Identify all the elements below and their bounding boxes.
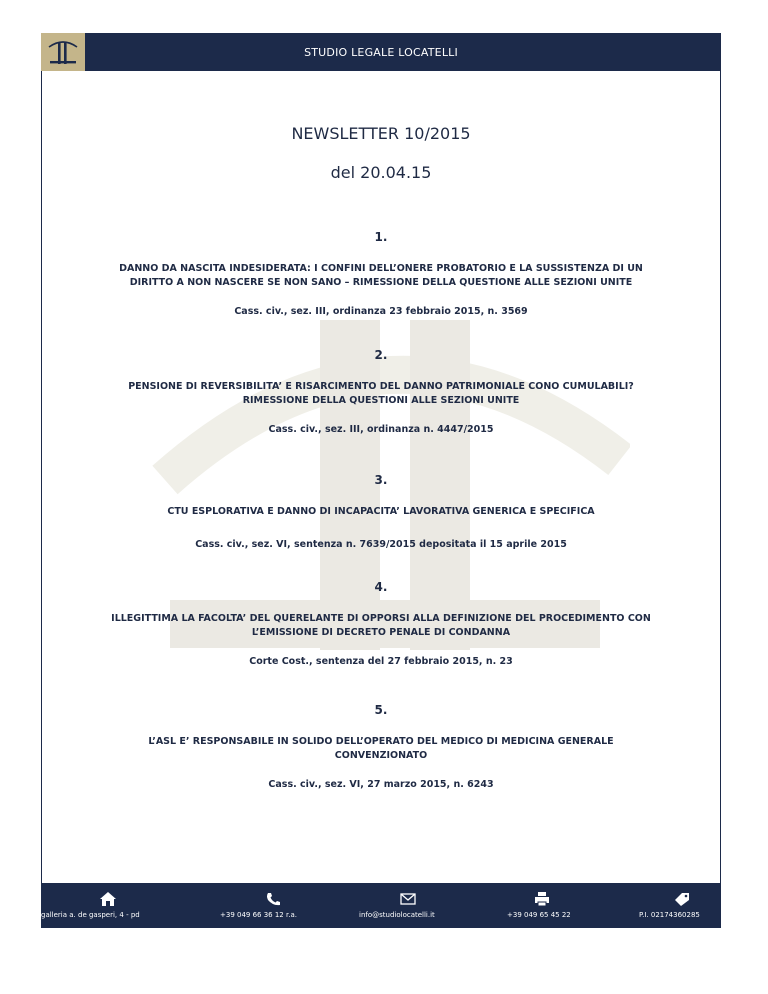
footer-phone[interactable]: +39 049 66 36 12 r.a. bbox=[216, 883, 336, 928]
section-citation: Cass. civ., sez. III, ordinanza 23 febbraio 2015, n. 3569 bbox=[234, 306, 528, 317]
section-heading: DANNO DA NASCITA INDESIDERATA: I CONFINI DELL’ONERE PROBATORIO E LA SUSSISTENZA DI UN DIRITTO A NON NASCERE SE NON SANO – RIMESSIONE DELLA QUESTIONE ALLE SEZIONI UNITE bbox=[119, 263, 643, 288]
section-2 bbox=[41, 348, 721, 435]
tag-icon bbox=[673, 891, 691, 907]
section-5 bbox=[41, 703, 721, 790]
section-citation: Cass. civ., sez. VI, sentenza n. 7639/2015 depositata il 15 aprile 2015 bbox=[195, 539, 567, 550]
section-1 bbox=[41, 230, 721, 317]
section-number: 2. bbox=[374, 348, 388, 362]
footer-vat: P.I. 02174360285 bbox=[637, 883, 717, 928]
firm-name: STUDIO LEGALE LOCATELLI bbox=[304, 45, 458, 59]
section-heading: PENSIONE DI REVERSIBILITA’ E RISARCIMENTO DEL DANNO PATRIMONIALE CONO CUMULABILI? RIMESSIONE DELLA QUESTIONI ALLE SEZIONI UNITE bbox=[128, 381, 634, 406]
section-number: 4. bbox=[374, 580, 388, 594]
newsletter-title: NEWSLETTER 10/2015 bbox=[291, 124, 471, 143]
newsletter-date: del 20.04.15 bbox=[330, 163, 432, 182]
envelope-icon bbox=[399, 891, 417, 907]
logo-mark-icon bbox=[41, 33, 85, 71]
footer-fax: +39 049 65 45 22 bbox=[503, 883, 603, 928]
section-number: 3. bbox=[374, 473, 388, 487]
phone-icon bbox=[264, 891, 282, 907]
section-heading: ILLEGITTIMA LA FACOLTA’ DEL QUERELANTE DI OPPORSI ALLA DEFINIZIONE DEL PROCEDIMENTO CON L’EMISSIONE DI DECRETO PENALE DI CONDANNA bbox=[111, 613, 651, 638]
header-bar bbox=[41, 33, 721, 71]
section-citation: Corte Cost., sentenza del 27 febbraio 2015, n. 23 bbox=[249, 656, 513, 667]
section-heading: L’ASL E’ RESPONSABILE IN SOLIDO DELL’OPERATO DEL MEDICO DI MEDICINA GENERALE CONVENZIONATO bbox=[148, 736, 614, 761]
printer-icon bbox=[533, 891, 551, 907]
logo bbox=[41, 33, 85, 71]
section-number: 5. bbox=[374, 703, 388, 717]
section-number: 1. bbox=[374, 230, 388, 244]
section-heading: CTU ESPLORATIVA E DANNO DI INCAPACITA’ LAVORATIVA GENERICA E SPECIFICA bbox=[167, 506, 595, 517]
footer-bar bbox=[41, 883, 721, 928]
section-citation: Cass. civ., sez. III, ordinanza n. 4447/2015 bbox=[268, 424, 494, 435]
home-icon bbox=[99, 891, 117, 907]
footer-address: galleria a. de gasperi, 4 - pd bbox=[41, 883, 177, 928]
section-3 bbox=[41, 473, 721, 550]
section-citation: Cass. civ., sez. VI, 27 marzo 2015, n. 6243 bbox=[268, 779, 494, 790]
footer-email[interactable]: info@studiolocatelli.it bbox=[359, 883, 469, 928]
section-4 bbox=[41, 580, 721, 667]
